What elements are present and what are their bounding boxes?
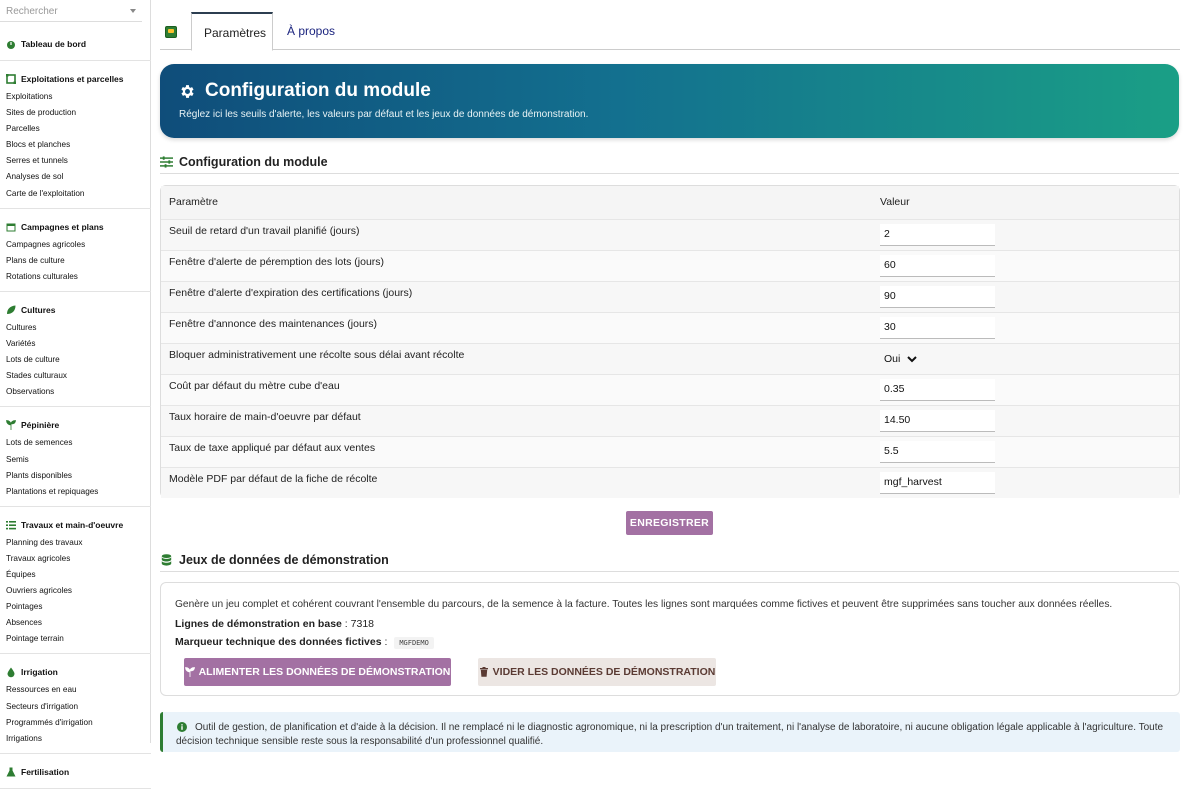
sidebar-item[interactable]: Sites de production (6, 108, 77, 118)
sidebar-item[interactable]: Rotations culturales (6, 271, 78, 281)
sidebar-search[interactable] (0, 0, 142, 22)
column-header-valeur: Valeur (874, 186, 1179, 219)
sidebar-nav (0, 34, 151, 797)
sidebar-item[interactable]: Observations (6, 387, 55, 397)
table-row (161, 312, 1179, 343)
sidebar-section-label: Irrigation (21, 667, 58, 678)
sidebar-section (0, 300, 151, 407)
search-input[interactable] (0, 0, 142, 22)
sidebar-section-title[interactable] (0, 662, 151, 682)
sidebar-section-label: Pépinière (21, 420, 60, 431)
sidebar-item[interactable]: Plantations et repiquages (6, 486, 99, 496)
tab-a-propos[interactable]: À propos (287, 24, 336, 38)
flask-icon (6, 767, 16, 777)
parameter-input[interactable] (880, 472, 995, 494)
sidebar-section (0, 662, 151, 753)
demo-rows-value: 7318 (350, 618, 374, 630)
sidebar-item[interactable]: Blocs et planches (6, 140, 71, 150)
sidebar-item[interactable]: Parcelles (6, 124, 40, 134)
sidebar-item[interactable]: Lots de culture (6, 355, 60, 365)
sidebar-item[interactable]: Ressources en eau (6, 685, 77, 695)
demo-description: Genère un jeu complet et cohérent couvrant l'ensemble du parcours, de la semence à la facture. Toutes les lignes sont marquées comme fictives et peuvent être supprimées sans toucher aux données réelles. (175, 599, 1113, 610)
sidebar-section-title[interactable] (0, 515, 151, 535)
sidebar (0, 0, 151, 777)
chevron-down-icon[interactable] (130, 9, 136, 13)
sidebar-section-label: Tableau de bord (21, 39, 87, 49)
demo-marker-label: Marqueur technique des données fictives (175, 636, 382, 648)
parameter-label: Bloquer administrativement une récolte sous délai avant récolte (161, 343, 874, 374)
parameter-label: Seuil de retard d'un travail planifié (jours) (161, 219, 874, 250)
parameter-value-cell (874, 374, 1179, 405)
tasks-icon (6, 520, 16, 530)
parameter-value-cell (874, 250, 1179, 281)
column-header-parametre: Paramètre (161, 186, 874, 219)
sidebar-section-label: Campagnes et plans (21, 221, 104, 232)
sidebar-item[interactable]: Secteurs d'irrigation (6, 701, 79, 711)
parameter-value-cell (874, 343, 1179, 374)
sidebar-item[interactable]: Pointages (6, 602, 43, 612)
sidebar-item[interactable]: Variétés (6, 339, 36, 349)
sidebar-section-title[interactable] (0, 300, 151, 320)
demo-marker-value: MGFDEMO (394, 637, 434, 649)
sidebar-section (0, 415, 151, 506)
table-row (161, 281, 1179, 312)
leaf-icon (6, 305, 16, 315)
feed-demo-button[interactable] (184, 658, 451, 686)
seedling-icon (185, 667, 195, 677)
database-icon (160, 554, 173, 566)
sidebar-item[interactable]: Irrigations (6, 733, 42, 743)
parameter-input[interactable] (880, 379, 995, 401)
table-row (161, 374, 1179, 405)
sidebar-section (0, 69, 151, 209)
sidebar-section-label: Travaux et main-d'oeuvre (21, 519, 124, 530)
parameter-label: Fenêtre d'alerte d'expiration des certifications (jours) (161, 281, 874, 312)
hero-banner (160, 64, 1179, 138)
config-section-title: Configuration du module (179, 154, 328, 169)
parameter-label: Modèle PDF par défaut de la fiche de récolte (161, 467, 874, 498)
gear-icon (179, 83, 196, 100)
hero-title (179, 80, 431, 102)
sidebar-section-label: Exploitations et parcelles (21, 74, 124, 84)
sidebar-item[interactable]: Équipes (6, 569, 36, 579)
sidebar-section (0, 515, 151, 655)
parameter-input[interactable] (880, 441, 995, 463)
calendar-icon (6, 222, 16, 232)
parameter-label: Taux horaire de main-d'oeuvre par défaut (161, 405, 874, 436)
demo-marker-line: Marqueur technique des données fictives : MGFDEMO (175, 636, 434, 648)
hero-subtitle: Réglez ici les seuils d'alerte, les valeurs par défaut et les jeux de données de démonstration. (179, 109, 589, 120)
dashboard-icon (6, 39, 16, 49)
table-row (161, 467, 1179, 498)
sidebar-item[interactable]: Pointage terrain (6, 634, 64, 644)
parameter-label: Taux de taxe appliqué par défaut aux ventes (161, 436, 874, 467)
sidebar-item[interactable]: Travaux agricoles (6, 553, 71, 563)
sidebar-item[interactable]: Lots de semences (6, 438, 73, 448)
sidebar-item[interactable]: Carte de l'exploitation (6, 188, 85, 198)
sidebar-item[interactable]: Plants disponibles (6, 470, 72, 480)
info-notice (160, 712, 1180, 752)
tab-bar (160, 12, 1180, 50)
parameter-select[interactable] (880, 349, 920, 369)
clear-demo-label: VIDER LES DONNÉES DE DÉMONSTRATION (492, 666, 716, 678)
table-row (161, 405, 1179, 436)
sidebar-section (0, 34, 151, 61)
sidebar-section-title[interactable] (0, 217, 151, 237)
config-table (161, 186, 1179, 498)
parameter-input[interactable] (880, 286, 995, 308)
parameter-label: Fenêtre d'alerte de péremption des lots (jours) (161, 250, 874, 281)
save-button[interactable]: ENREGISTRER (626, 511, 713, 535)
parameter-label: Fenêtre d'annonce des maintenances (jours) (161, 312, 874, 343)
sidebar-item[interactable]: Ouvriers agricoles (6, 586, 72, 596)
demo-rows-label: Lignes de démonstration en base (175, 618, 342, 630)
demo-card (160, 582, 1180, 696)
feed-demo-label: ALIMENTER LES DONNÉES DE DÉMONSTRATION (198, 666, 451, 678)
sidebar-item[interactable]: Planning des travaux (6, 537, 83, 547)
parameter-value-cell (874, 436, 1179, 467)
sidebar-section-label: Fertilisation (21, 766, 70, 777)
sidebar-item[interactable]: Analyses de sol (6, 172, 64, 182)
sidebar-item[interactable]: Cultures (6, 322, 37, 332)
sidebar-item[interactable]: Serres et tunnels (6, 156, 68, 166)
parameter-input[interactable] (880, 317, 995, 339)
map-icon (6, 74, 16, 84)
parameter-input[interactable] (880, 410, 995, 432)
main-content (160, 0, 1180, 747)
table-row (161, 250, 1179, 281)
config-card (160, 185, 1180, 498)
water-drop-icon (6, 667, 16, 677)
table-row (161, 219, 1179, 250)
sidebar-section (0, 762, 151, 789)
parameter-value-cell (874, 467, 1179, 498)
demo-section-header (160, 548, 1179, 572)
sidebar-section-title[interactable] (0, 34, 151, 54)
demo-section-title: Jeux de données de démonstration (179, 552, 389, 567)
sidebar-item[interactable]: Campagnes agricoles (6, 239, 86, 249)
hero-title-text: Configuration du module (205, 80, 431, 101)
sidebar-section (0, 217, 151, 292)
parameter-input[interactable] (880, 224, 995, 246)
sidebar-item[interactable]: Stades culturaux (6, 371, 67, 381)
parameter-label: Coût par défaut du mètre cube d'eau (161, 374, 874, 405)
sidebar-item[interactable]: Programmés d'irrigation (6, 717, 93, 727)
sliders-icon (160, 156, 173, 168)
sidebar-item[interactable]: Plans de culture (6, 255, 65, 265)
clear-demo-button[interactable] (478, 658, 716, 686)
sidebar-section-title[interactable] (0, 69, 151, 89)
table-row (161, 343, 1179, 374)
table-row (161, 436, 1179, 467)
sidebar-section-title[interactable] (0, 415, 151, 435)
sidebar-item[interactable]: Absences (6, 618, 42, 628)
parameter-value-cell (874, 281, 1179, 312)
config-section-header (160, 150, 1179, 174)
parameter-value-cell (874, 405, 1179, 436)
trash-icon (479, 667, 489, 677)
sidebar-section-title[interactable] (0, 762, 151, 782)
demo-rows-line: Lignes de démonstration en base : 7318 (175, 618, 374, 630)
parameter-value-cell (874, 312, 1179, 343)
tab-parametres[interactable]: Paramètres (191, 12, 273, 51)
sidebar-item[interactable]: Semis (6, 454, 29, 464)
module-logo-icon (165, 26, 177, 38)
sidebar-item[interactable]: Exploitations (6, 92, 53, 101)
table-header-row (161, 186, 1179, 219)
parameter-input[interactable] (880, 255, 995, 277)
seedling-icon (6, 420, 16, 430)
info-text: Outil de gestion, de planification et d'aide à la décision. Il ne remplacé ni le diagnostic agronomique, ni la prescription d'un traitement, ni l'analyse de laboratoire, ni aucune obligation légale applicable à l'agriculture. Toute décision technique sensible reste sous la responsabilité d'un professionnel qualifié. (176, 722, 1164, 747)
sidebar-section-label: Cultures (21, 304, 56, 315)
parameter-value-cell (874, 219, 1179, 250)
